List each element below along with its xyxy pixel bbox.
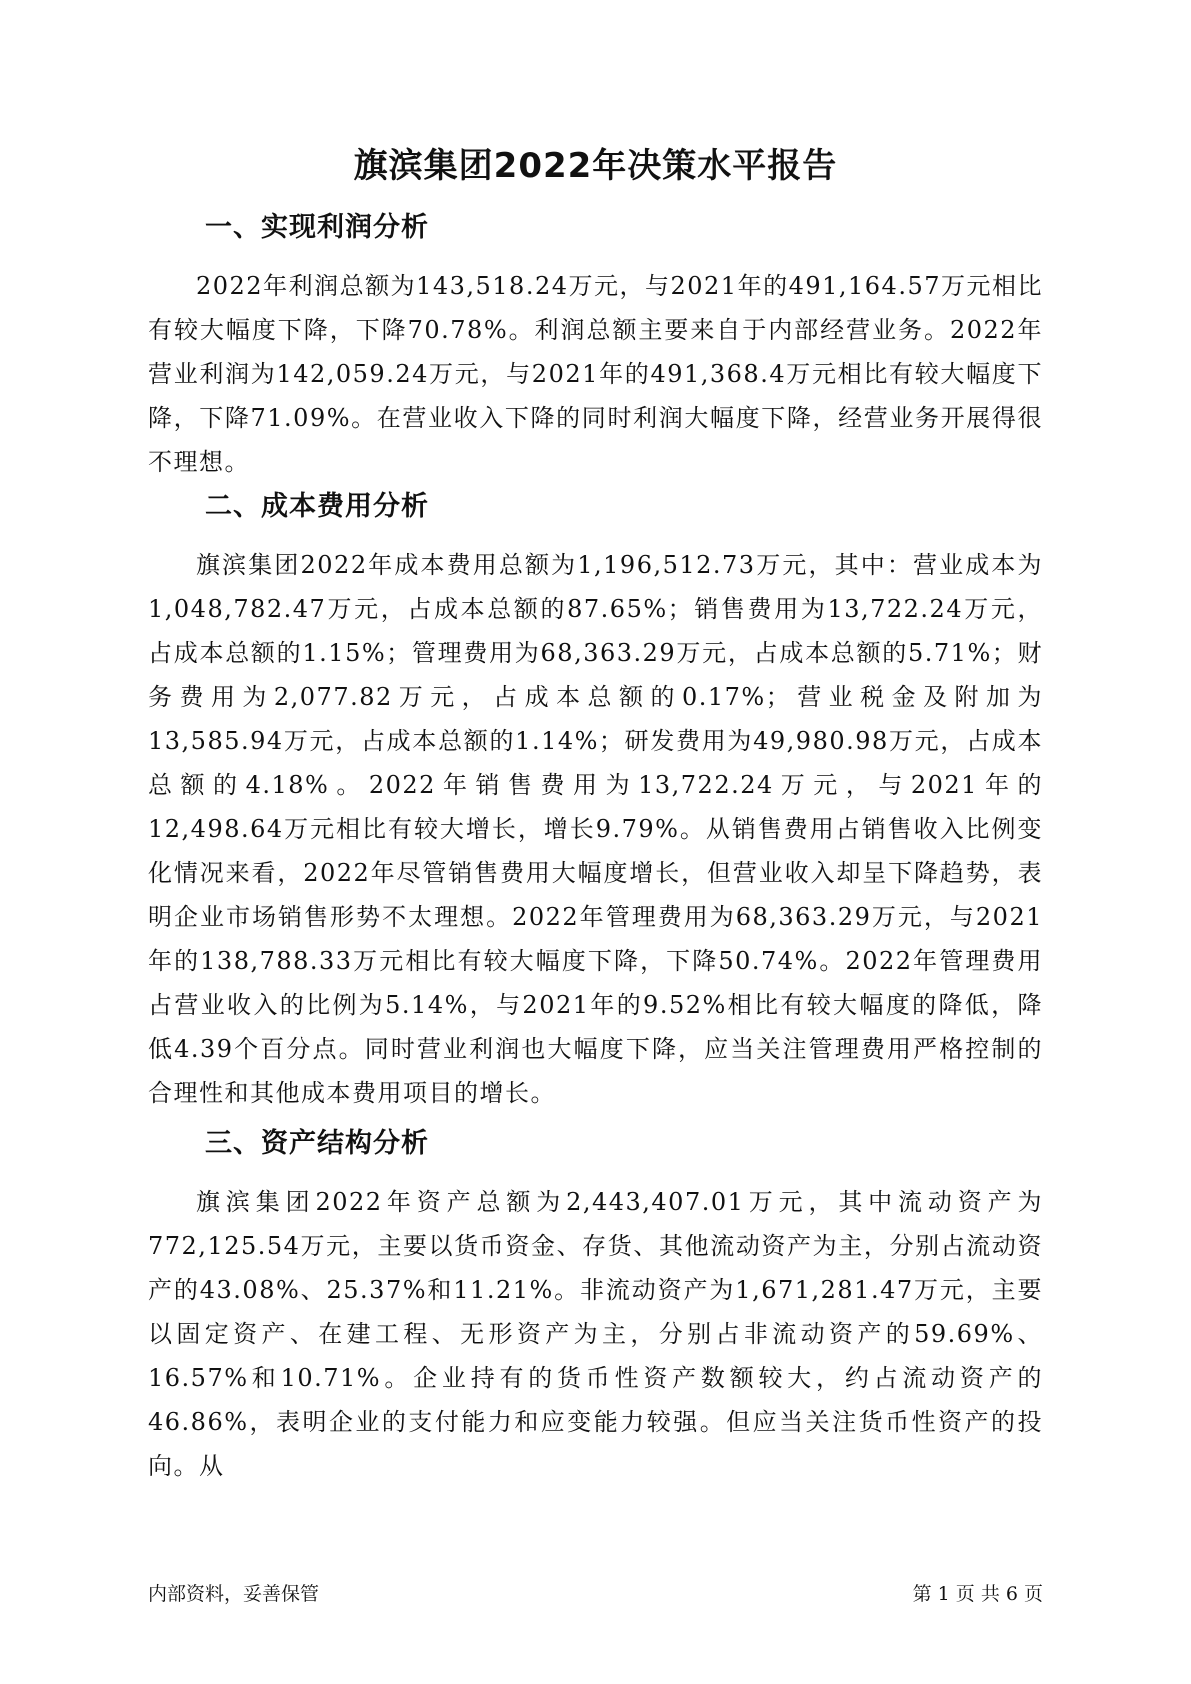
section-paragraph-assets: 旗滨集团2022年资产总额为2,443,407.01万元，其中流动资产为772,125.54万元，主要以货币资金、存货、其他流动资产为主，分别占流动资产的43.08%、25.37%和11.21%。非流动资产为1,671,281.47万元，主要以固定资产、在建工程、无形资产为主，分别占非流动资产的59.69%、16.57%和10.71%。企业持有的货币性资产数额较大，约占流动资产的46.86%，表明企业的支付能力和应变能力较强。但应当关注货币性资产的投向。从 bbox=[148, 1188, 1043, 1480]
section-heading-cost: 二、成本费用分析 bbox=[205, 491, 429, 522]
section-heading-assets: 三、资产结构分析 bbox=[205, 1128, 429, 1159]
section-heading-profit: 一、实现利润分析 bbox=[205, 212, 429, 243]
section-paragraph-profit: 2022年利润总额为143,518.24万元，与2021年的491,164.57万元相比有较大幅度下降，下降70.78%。利润总额主要来自于内部经营业务。2022年营业利润为142,059.24万元，与2021年的491,368.4万元相比有较大幅度下降，下降71.09%。在营业收入下降的同时利润大幅度下降，经营业务开展得很不理想。 bbox=[148, 272, 1043, 476]
section-paragraph-cost: 旗滨集团2022年成本费用总额为1,196,512.73万元，其中：营业成本为1,048,782.47万元，占成本总额的87.65%；销售费用为13,722.24万元，占成本总额的1.15%；管理费用为68,363.29万元，占成本总额的5.71%；财务费用为2,077.82万元，占成本总额的0.17%；营业税金及附加为13,585.94万元，占成本总额的1.14%；研发费用为49,980.98万元，占成本总额的4.18%。2022年销售费用为13,722.24万元，与2021年的12,498.64万元相比有较大增长，增长9.79%。从销售费用占销售收入比例变化情况来看，2022年尽管销售费用大幅度增长，但营业收入却呈下降趋势，表明企业市场销售形势不太理想。2022年管理费用为68,363.29万元，与2021年的138,788.33万元相比有较大幅度下降，下降50.74%。2022年管理费用占营业收入的比例为5.14%，与2021年的9.52%相比有较大幅度的降低，降低4.39个百分点。同时营业利润也大幅度下降，应当关注管理费用严格控制的合理性和其他成本费用项目的增长。 bbox=[148, 551, 1043, 1107]
footer-confidential-note: 内部资料，妥善保管 bbox=[148, 1583, 320, 1605]
document-title: 旗滨集团2022年决策水平报告 bbox=[353, 146, 838, 186]
footer-page-number: 第 1 页 共 6 页 bbox=[912, 1583, 1043, 1605]
